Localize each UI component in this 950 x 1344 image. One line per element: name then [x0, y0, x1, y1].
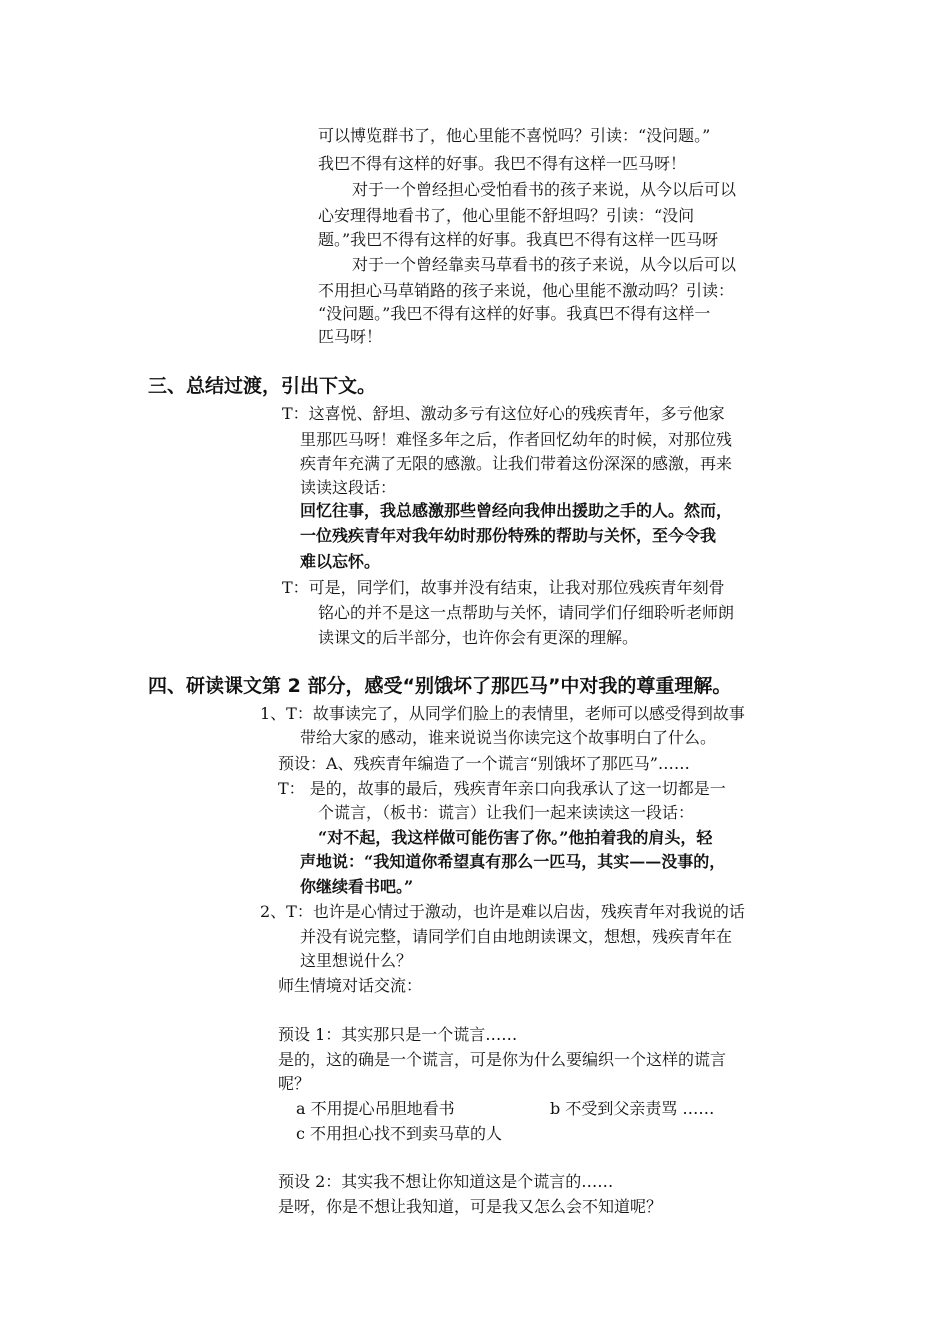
paragraph-line: T：这喜悦、舒坦、激动多亏有这位好心的残疾青年，多亏他家: [282, 404, 725, 423]
paragraph-line: 预设 2：其实我不想让你知道这是个谎言的……: [278, 1172, 614, 1191]
paragraph-line: T：可是，同学们，故事并没有结束，让我对那位残疾青年刻骨: [282, 578, 725, 597]
paragraph-line: 不用担心马草销路的孩子来说，他心里能不激动吗？引读：: [318, 281, 735, 300]
quote-line: 回忆往事，我总感激那些曾经向我伸出援助之手的人。然而，: [300, 501, 733, 520]
paragraph-line: 呢？: [278, 1074, 311, 1093]
paragraph-line: “没问题。”我巴不得有这样的好事。我真巴不得有这样一: [318, 304, 711, 323]
quote-line: “对不起，我这样做可能伤害了你。”他拍着我的肩头，轻: [318, 828, 713, 847]
paragraph-line: 疾青年充满了无限的感激。让我们带着这份深深的感激，再来: [300, 454, 733, 473]
paragraph-line: 里那匹马呀！难怪多年之后，作者回忆幼年的时候，对那位残: [300, 430, 733, 449]
paragraph-line: 个谎言，（板书：谎言）让我们一起来读读这一段话：: [318, 803, 695, 822]
paragraph-line: 带给大家的感动，谁来说说当你读完这个故事明白了什么。: [300, 728, 717, 747]
paragraph-line: 预设 1：其实那只是一个谎言……: [278, 1025, 518, 1044]
paragraph-line: 匹马呀！: [318, 327, 383, 346]
paragraph-line: 并没有说完整，请同学们自由地朗读课文，想想，残疾青年在: [300, 927, 733, 946]
paragraph-line: 我巴不得有这样的好事。我巴不得有这样一匹马呀！: [318, 154, 687, 173]
paragraph-line: 心安理得地看书了，他心里能不舒坦吗？引读：“没问: [318, 206, 695, 225]
paragraph-line: 2、T：也许是心情过于激动，也许是难以启齿，残疾青年对我说的话: [260, 902, 745, 921]
quote-line: 一位残疾青年对我年幼时那份特殊的帮助与关怀，至今令我: [300, 526, 717, 545]
paragraph-line: 预设：A、残疾青年编造了一个谎言“别饿坏了那匹马”……: [278, 754, 690, 773]
paragraph-line: T： 是的，故事的最后，残疾青年亲口向我承认了这一切都是一: [278, 779, 726, 798]
option-line: c 不用担心找不到卖马草的人: [296, 1124, 503, 1143]
paragraph-line: 是的，这的确是一个谎言，可是你为什么要编织一个这样的谎言: [278, 1050, 727, 1069]
paragraph-line: 题。”我巴不得有这样的好事。我真巴不得有这样一匹马呀: [318, 230, 719, 249]
paragraph-line: 铭心的并不是这一点帮助与关怀，请同学们仔细聆听老师朗: [318, 603, 735, 622]
section-heading: 四、研读课文第 2 部分，感受“别饿坏了那匹马”中对我的尊重理解。: [148, 675, 732, 697]
quote-line: 难以忘怀。: [300, 552, 381, 571]
paragraph-line: 读课文的后半部分，也许你会有更深的理解。: [318, 628, 639, 647]
paragraph-line: 读读这段话：: [300, 478, 397, 497]
paragraph-line: 这里想说什么？: [300, 951, 413, 970]
section-heading: 三、总结过渡，引出下文。: [148, 375, 377, 397]
paragraph-line: 是呀，你是不想让我知道，可是我又怎么会不知道呢？: [278, 1197, 663, 1216]
quote-line: 你继续看书吧。”: [300, 877, 414, 896]
paragraph-line: 师生情境对话交流：: [278, 976, 423, 995]
option-line: a 不用提心吊胆地看书: [296, 1099, 455, 1118]
paragraph-line: 可以博览群书了，他心里能不喜悦吗？引读：“没问题。”: [318, 126, 711, 145]
paragraph-line: 1、T：故事读完了，从同学们脸上的表情里，老师可以感受得到故事: [260, 704, 745, 723]
quote-line: 声地说：“我知道你希望真有那么一匹马，其实——没事的，: [300, 852, 726, 871]
option-line: b 不受到父亲责骂 ……: [550, 1099, 715, 1118]
paragraph-line: 对于一个曾经靠卖马草看书的孩子来说，从今以后可以: [352, 255, 737, 274]
paragraph-line: 对于一个曾经担心受怕看书的孩子来说，从今以后可以: [352, 180, 737, 199]
